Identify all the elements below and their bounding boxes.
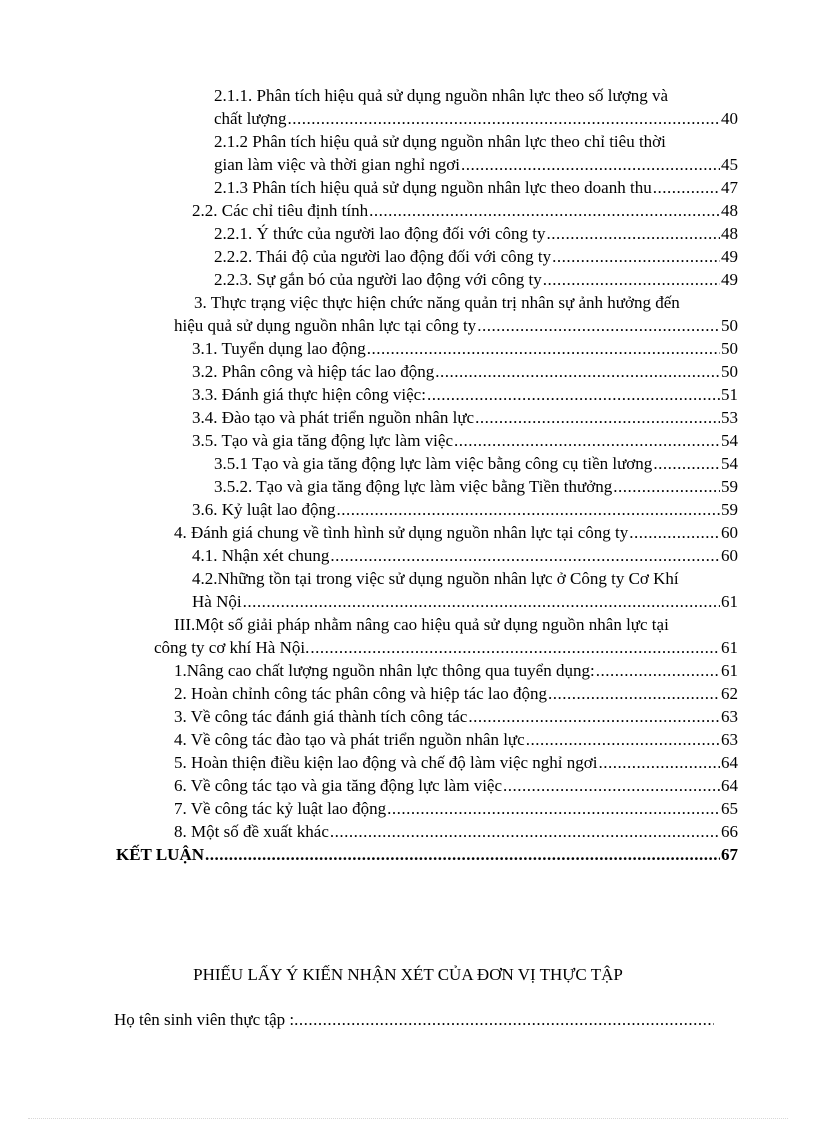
toc-entry-page: 47 [721, 178, 738, 197]
toc-entry-page: 60 [721, 546, 738, 565]
toc-entry [214, 475, 738, 498]
toc-entry [174, 291, 738, 337]
toc-entry-title: KẾT LUẬN [116, 845, 205, 864]
page-bottom-divider [28, 1118, 788, 1119]
toc-entry-title: 3.2. Phân công và hiệp tác lao động [192, 362, 435, 381]
toc-entry [192, 544, 738, 567]
toc-entry [192, 567, 738, 613]
toc-entry [214, 176, 738, 199]
toc-entry-page: 59 [721, 477, 738, 496]
student-name-label: Họ tên sinh viên thực tập : [114, 1010, 295, 1029]
toc-entry [174, 751, 738, 774]
toc-entry [192, 498, 738, 521]
toc-entry-page: 50 [721, 339, 738, 358]
toc-entry-title: 4. Về công tác đào tạo và phát triển nguồn nhân lực [174, 730, 525, 749]
toc-entry-conclusion [116, 843, 738, 866]
toc-entry-title: 3. Về công tác đánh giá thành tích công tác [174, 707, 468, 726]
toc-entry-title: 3.5.1 Tạo và gia tăng động lực làm việc bằng công cụ tiền lương [214, 454, 653, 473]
student-name-line [114, 1010, 714, 1030]
toc-entry-title: 3.5.2. Tạo và gia tăng động lực làm việc bằng Tiền thưởng [214, 477, 613, 496]
toc-entry-title: 3.1. Tuyển dụng lao động [192, 339, 366, 358]
table-of-contents [0, 84, 816, 866]
toc-entry-title: 4.1. Nhận xét chung [192, 546, 330, 565]
toc-entry-page: 63 [721, 730, 738, 749]
toc-entry-title: công ty cơ khí Hà Nội. [154, 638, 310, 657]
toc-entry-first-line: 3. Thực trạng việc thực hiện chức năng quản trị nhân sự ảnh hưởng đến [194, 293, 680, 312]
toc-entry-first-line: III.Một số giải pháp nhằm nâng cao hiệu quả sử dụng nguồn nhân lực tại [174, 615, 669, 634]
toc-entry-title: 2.1.3 Phân tích hiệu quả sử dụng nguồn nhân lực theo doanh thu [214, 178, 652, 197]
toc-entry-title: 3.4. Đào tạo và phát triển nguồn nhân lực [192, 408, 475, 427]
toc-entry [192, 199, 738, 222]
toc-entry-title: Hà Nội [192, 592, 242, 611]
toc-entry [174, 682, 738, 705]
toc-entry [214, 245, 738, 268]
toc-entry [214, 130, 738, 176]
toc-entry-first-line: 4.2.Những tồn tại trong việc sử dụng nguồn nhân lực ở Công ty Cơ Khí [192, 569, 679, 588]
toc-entry-title: 1.Nâng cao chất lượng nguồn nhân lực thông qua tuyển dụng: [174, 661, 595, 680]
toc-entry-title: 2.2. Các chỉ tiêu định tính [192, 201, 369, 220]
toc-entry-page: 65 [721, 799, 738, 818]
toc-entry [174, 774, 738, 797]
toc-entry-page: 49 [721, 270, 738, 289]
toc-entry [192, 406, 738, 429]
toc-entry-page: 45 [721, 155, 738, 174]
toc-entry-title: hiệu quả sử dụng nguồn nhân lực tại công ty [174, 316, 477, 335]
toc-entry-page: 61 [721, 661, 738, 680]
toc-entry-title: 4. Đánh giá chung về tình hình sử dụng nguồn nhân lực tại công ty [174, 523, 629, 542]
toc-entry-title: 6. Về công tác tạo và gia tăng động lực làm việc [174, 776, 503, 795]
toc-entry [174, 659, 738, 682]
toc-entry [174, 797, 738, 820]
toc-entry-page: 67 [721, 845, 738, 864]
toc-entry-page: 66 [721, 822, 738, 841]
toc-entry-title: 3.3. Đánh giá thực hiện công việc: [192, 385, 426, 404]
toc-entry-page: 61 [721, 592, 738, 611]
form-title: PHIẾU LẤY Ý KIẾN NHẬN XÉT CỦA ĐƠN VỊ THỰC TẬP [193, 965, 623, 984]
toc-entry-page: 40 [721, 109, 738, 128]
toc-entry-page: 50 [721, 362, 738, 381]
toc-entry [214, 452, 738, 475]
toc-entry-page: 48 [721, 201, 738, 220]
toc-entry [192, 429, 738, 452]
toc-entry [214, 268, 738, 291]
toc-entry [214, 84, 738, 130]
toc-entry [192, 360, 738, 383]
toc-entry [192, 337, 738, 360]
toc-entry-title: 2.2.1. Ý thức của người lao động đối với công ty [214, 224, 546, 243]
toc-entry-title: chất lượng [214, 109, 287, 128]
toc-entry [174, 728, 738, 751]
toc-entry-page: 62 [721, 684, 738, 703]
toc-entry-title: 2. Hoàn chỉnh công tác phân công và hiệp tác lao động [174, 684, 547, 703]
toc-entry-page: 60 [721, 523, 738, 542]
toc-entry-page: 51 [721, 385, 738, 404]
toc-entry-page: 64 [721, 753, 738, 772]
toc-entry-page: 48 [721, 224, 738, 243]
toc-entry-page: 63 [721, 707, 738, 726]
toc-entry-first-line: 2.1.1. Phân tích hiệu quả sử dụng nguồn nhân lực theo số lượng và [214, 86, 669, 105]
toc-entry-title: 5. Hoàn thiện điều kiện lao động và chế độ làm việc nghỉ ngơi [174, 753, 598, 772]
toc-entry-page: 50 [721, 316, 738, 335]
toc-entry-page: 54 [721, 454, 738, 473]
toc-entry-title: 3.5. Tạo và gia tăng động lực làm việc [192, 431, 453, 450]
toc-entry-page: 64 [721, 776, 738, 795]
toc-entry-title: 3.6. Kỷ luật lao động [192, 500, 336, 519]
toc-entry-page: 49 [721, 247, 738, 266]
toc-entry-title: gian làm việc và thời gian nghỉ ngơi [214, 155, 461, 174]
toc-entry-title: 7. Về công tác kỷ luật lao động [174, 799, 387, 818]
toc-entry [174, 521, 738, 544]
toc-entry-page: 54 [721, 431, 738, 450]
student-name-blank [294, 1010, 714, 1030]
toc-entry-page: 59 [721, 500, 738, 519]
toc-entry [154, 613, 738, 659]
toc-entry [174, 820, 738, 843]
toc-entry [192, 383, 738, 406]
toc-entry-title: 8. Một số đề xuất khác [174, 822, 329, 841]
toc-entry-first-line: 2.1.2 Phân tích hiệu quả sử dụng nguồn nhân lực theo chỉ tiêu thời [214, 132, 666, 151]
toc-entry-page: 53 [721, 408, 738, 427]
toc-entry-title: 2.2.3. Sự gắn bó của người lao động với công ty [214, 270, 542, 289]
toc-entry [174, 705, 738, 728]
toc-entry-page: 61 [721, 638, 738, 657]
toc-entry [214, 222, 738, 245]
toc-entry-title: 2.2.2. Thái độ của người lao động đối với công ty [214, 247, 552, 266]
